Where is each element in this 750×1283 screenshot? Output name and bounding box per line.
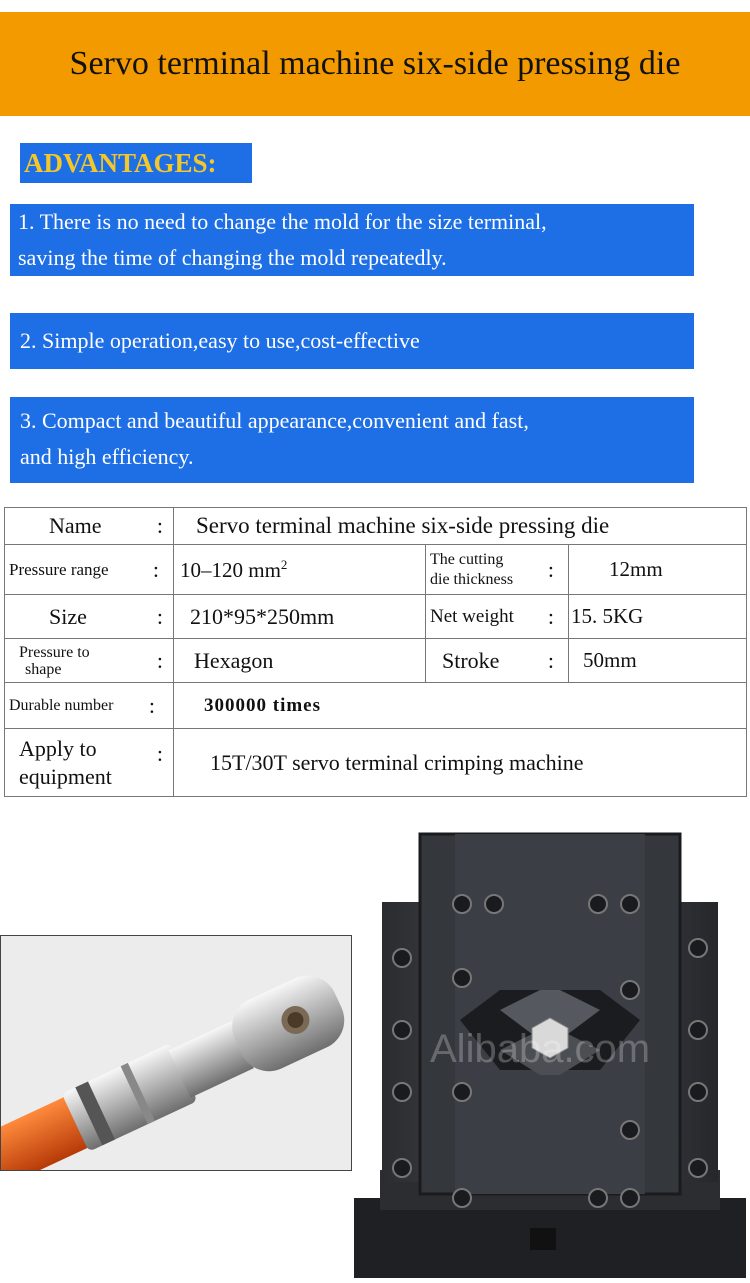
table-row xyxy=(5,729,747,797)
title-banner xyxy=(0,12,750,116)
cutting-label-cell: The cutting die thickness : xyxy=(426,545,569,595)
table-row xyxy=(5,639,747,683)
equip-value: 15T/30T servo terminal crimping machine xyxy=(174,729,747,797)
cutting-label-2: die thickness xyxy=(430,570,514,588)
size-value: 210*95*250mm xyxy=(174,595,426,639)
stroke-label-cell: Stroke : xyxy=(426,639,569,683)
advantage-item-3 xyxy=(10,397,694,483)
advantage-item-1 xyxy=(10,204,694,276)
pressure-label-cell: Pressure range : xyxy=(5,545,174,595)
advantage-1-line-2: saving the time of changing the mold repeatedly. xyxy=(18,245,447,270)
shape-label-cell: Pressure to shape : xyxy=(5,639,174,683)
table-row xyxy=(5,595,747,639)
advantage-item-2 xyxy=(10,313,694,369)
size-label: Size xyxy=(49,603,87,629)
durable-value: 300000 times xyxy=(174,683,747,729)
name-label-cell: Name : xyxy=(5,508,174,545)
stroke-value: 50mm xyxy=(569,639,747,683)
watermark-text: Alibaba.com xyxy=(430,1027,651,1071)
cutting-value: 12mm xyxy=(569,545,747,595)
durable-label: Durable number xyxy=(9,696,114,714)
shape-value: Hexagon xyxy=(174,639,426,683)
name-label: Name xyxy=(49,513,102,538)
table-row xyxy=(5,683,747,729)
equip-label-1: Apply to xyxy=(19,735,97,761)
name-value: Servo terminal machine six-side pressing die xyxy=(174,508,747,545)
pressing-die-image xyxy=(350,830,750,1278)
advantages-heading: ADVANTAGES: xyxy=(20,143,252,183)
page-title: Servo terminal machine six-side pressing die xyxy=(69,45,681,82)
pressure-label: Pressure range xyxy=(9,559,109,579)
stroke-label: Stroke xyxy=(442,647,500,673)
cutting-label-1: The cutting xyxy=(430,550,504,568)
spec-table xyxy=(4,507,747,797)
equip-label-2: equipment xyxy=(19,763,112,789)
advantage-3-line-1: 3. Compact and beautiful appearance,convenient and fast, xyxy=(20,408,529,433)
advantage-3-line-2: and high efficiency. xyxy=(20,444,194,469)
advantage-1-line-1: 1. There is no need to change the mold for the size terminal, xyxy=(18,209,547,234)
size-label-cell: Size : xyxy=(5,595,174,639)
shape-label-2: shape xyxy=(25,660,62,678)
equip-label-cell: Apply to equipment : xyxy=(5,729,174,797)
weight-label: Net weight xyxy=(430,605,514,627)
weight-value: 15. 5KG xyxy=(569,595,747,639)
terminal-photo xyxy=(0,935,352,1171)
durable-label-cell: Durable number : xyxy=(5,683,174,729)
advantage-2-line-1: 2. Simple operation,easy to use,cost-effective xyxy=(20,328,420,353)
crimped-terminal-image xyxy=(1,936,352,1171)
shape-label-1: Pressure to xyxy=(19,643,90,661)
pressing-die-photo xyxy=(350,830,750,1278)
weight-label-cell: Net weight : xyxy=(426,595,569,639)
pressure-value: 10–120 $mm^2$ xyxy=(174,545,426,595)
table-row xyxy=(5,545,747,595)
table-row xyxy=(5,508,747,545)
